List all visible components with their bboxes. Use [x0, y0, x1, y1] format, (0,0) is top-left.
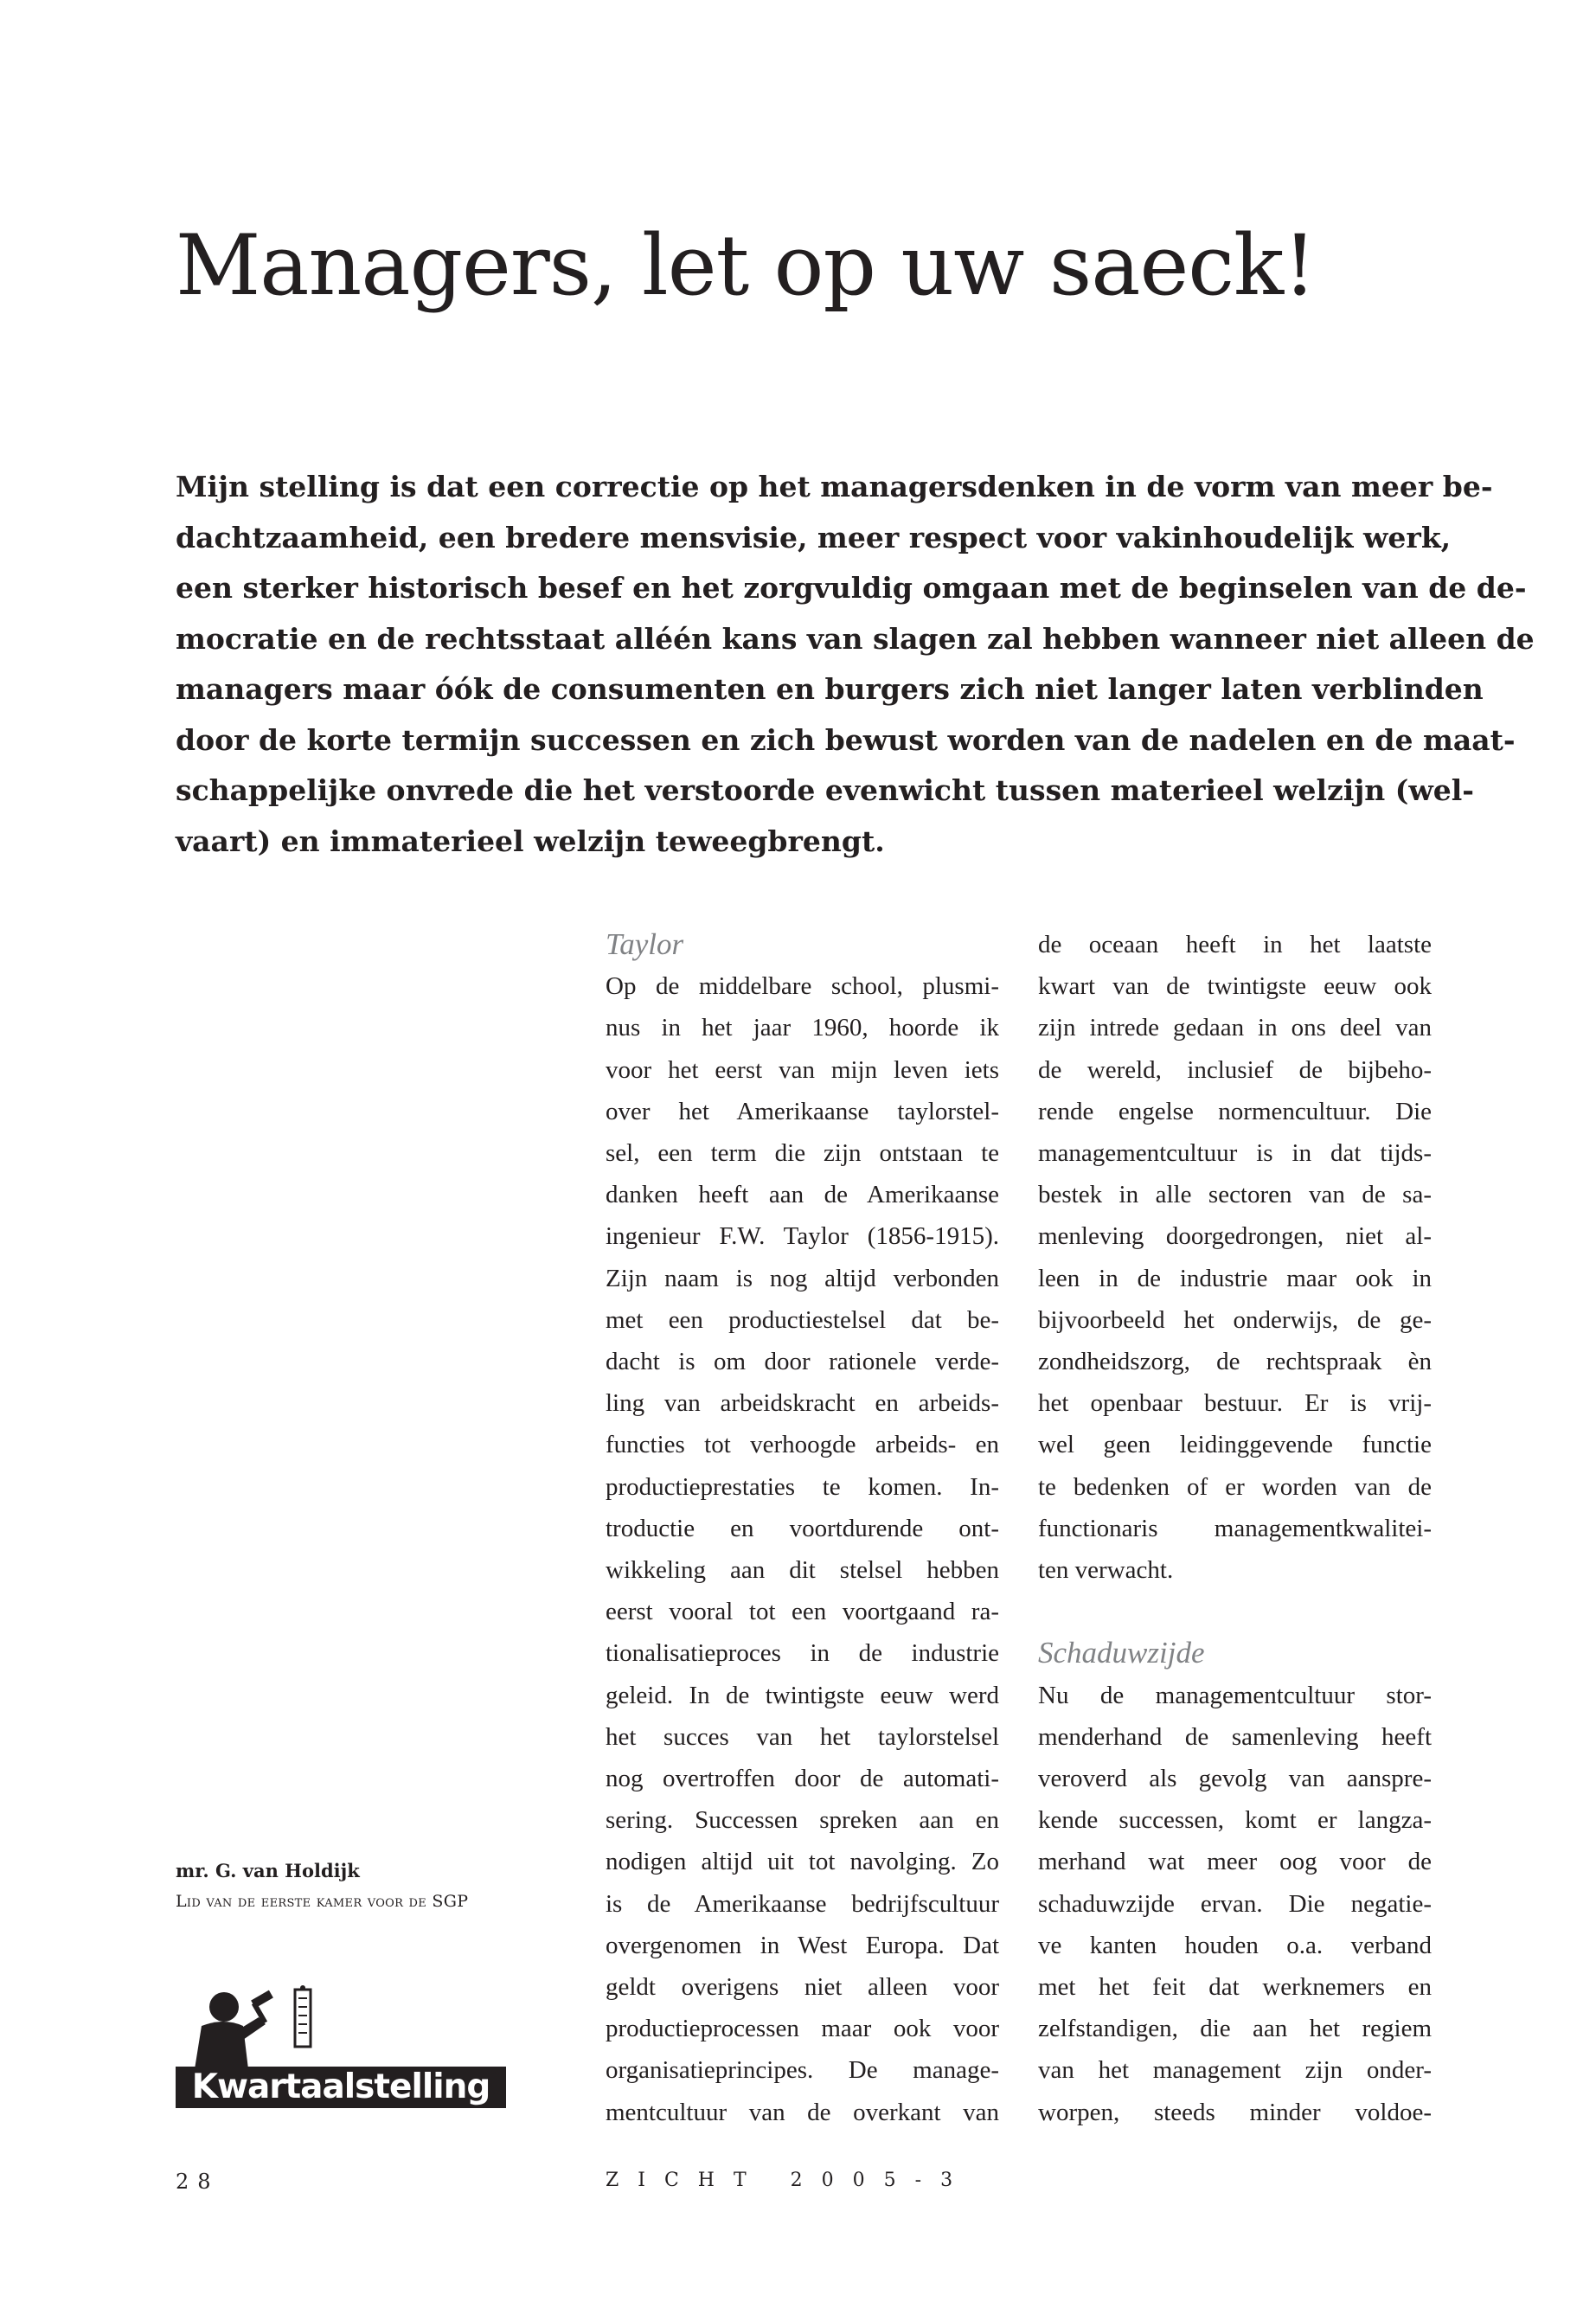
magazine-issue: ZICHT 2005-3	[606, 2170, 972, 2191]
body-line: schaduwzijde ervan. Die negatie-	[1038, 1889, 1432, 1918]
body-line: te bedenken of er worden van de	[1038, 1472, 1432, 1501]
body-line: menderhand de samenleving heeft	[1038, 1722, 1432, 1751]
body-line: is de Amerikaanse bedrijfscultuur	[606, 1889, 999, 1918]
body-line: het openbaar bestuur. Er is vrij-	[1038, 1389, 1432, 1418]
body-line: productieprestaties te komen. In-	[606, 1472, 999, 1501]
body-line: ve kanten houden o.a. verband	[1038, 1931, 1432, 1959]
body-line: nus in het jaar 1960, hoorde ik	[606, 1014, 999, 1042]
body-line: ling van arbeidskracht en arbeids-	[606, 1389, 999, 1418]
body-line: eerst vooral tot een voortgaand ra-	[606, 1598, 999, 1626]
body-line: ingenieur F.W. Taylor (1856-1915).	[606, 1222, 999, 1251]
lead-line: mocratie en de rechtsstaat alléén kans van slagen zal hebben wanneer niet alleen de	[176, 621, 1535, 656]
lead-line: managers maar óók de consumenten en burgers zich niet langer laten verblinden	[176, 672, 1484, 706]
body-line: managementcultuur is in dat tijds-	[1038, 1139, 1432, 1168]
body-line: Op de middelbare school, plusmi-	[606, 972, 999, 1001]
body-line: het succes van het taylorstelsel	[606, 1722, 999, 1751]
body-line: met een productiestelsel dat be-	[606, 1305, 999, 1334]
section-heading-taylor: Taylor	[606, 927, 684, 961]
body-line: wikkeling aan dit stelsel hebben	[606, 1556, 999, 1585]
body-line: organisatieprincipes. De manage-	[606, 2056, 999, 2085]
body-line: bijvoorbeeld het onderwijs, de ge-	[1038, 1305, 1432, 1334]
body-line: worpen, steeds minder voldoe-	[1038, 2098, 1432, 2126]
body-line: productieprocessen maar ook voor	[606, 2015, 999, 2043]
body-line: de oceaan heeft in het laatste	[1038, 931, 1432, 958]
body-line: voor het eerst van mijn leven iets	[606, 1055, 999, 1084]
body-line: Zijn naam is nog altijd verbonden	[606, 1264, 999, 1292]
body-line: nodigen altijd uit tot navolging. Zo	[606, 1848, 999, 1876]
body-line: rende engelse normencultuur. Die	[1038, 1097, 1432, 1125]
body-line: wel geen leidinggevende functie	[1038, 1431, 1432, 1459]
lead-line: schappelijke onvrede die het verstoorde evenwicht tussen materieel welzijn (wel-	[176, 773, 1474, 807]
body-line: veroverd als gevolg van aanspre-	[1038, 1765, 1432, 1793]
body-line: nog overtroffen door de automati-	[606, 1765, 999, 1793]
body-line: overgenomen in West Europa. Dat	[606, 1931, 999, 1959]
worker-with-hammer-icon	[176, 1983, 506, 2069]
body-line: geleid. In de twintigste eeuw werd	[606, 1681, 999, 1709]
section-heading-schaduwzijde: Schaduwzijde	[1038, 1636, 1205, 1670]
body-line: troductie en voortdurende ont-	[606, 1514, 999, 1542]
author-role: Lid van de eerste kamer voor de SGP	[176, 1892, 469, 1911]
body-line: Nu de managementcultuur stor-	[1038, 1681, 1432, 1709]
body-line: functies tot verhoogde arbeids- en	[606, 1431, 999, 1459]
lead-line: een sterker historisch besef en het zorgvuldig omgaan met de beginselen van de de-	[176, 571, 1527, 605]
body-line: sel, een term die zijn ontstaan te	[606, 1139, 999, 1168]
body-line: met het feit dat werknemers en	[1038, 1973, 1432, 2002]
body-line: zijn intrede gedaan in ons deel van	[1038, 1014, 1432, 1042]
column-taylor	[606, 924, 999, 2133]
body-line: mentcultuur van de overkant van	[606, 2098, 999, 2126]
body-line: kwart van de twintigste eeuw ook	[1038, 972, 1432, 1001]
body-line: merhand wat meer oog voor de	[1038, 1848, 1432, 1876]
body-line: dacht is om door rationele verde-	[606, 1348, 999, 1376]
lead-line: Mijn stelling is dat een correctie op het managersdenken in de vorm van meer be-	[176, 470, 1493, 503]
body-line: danken heeft aan de Amerikaanse	[606, 1181, 999, 1209]
logo-label: Kwartaalstelling	[176, 2067, 506, 2108]
body-line: over het Amerikaanse taylorstel-	[606, 1097, 999, 1125]
body-line: geldt overigens niet alleen voor	[606, 1973, 999, 2002]
lead-line: vaart) en immaterieel welzijn teweegbrengt.	[176, 824, 885, 858]
body-line: menleving doorgedrongen, niet al-	[1038, 1222, 1432, 1251]
column-continued	[1038, 924, 1432, 2133]
paragraph-gap	[1038, 1591, 1432, 1632]
body-line: zelfstandigen, die aan het regiem	[1038, 2015, 1432, 2043]
article-lead	[176, 462, 1535, 867]
lead-line: door de korte termijn successen en zich bewust worden van de nadelen en de maat-	[176, 722, 1516, 757]
body-line: leen in de industrie maar ook in	[1038, 1264, 1432, 1292]
body-line: ten verwacht.	[1038, 1556, 1174, 1585]
author-name: mr. G. van Holdijk	[176, 1860, 360, 1881]
body-line: functionaris managementkwalitei-	[1038, 1514, 1432, 1542]
body-line: de wereld, inclusief de bijbeho-	[1038, 1055, 1432, 1084]
lead-line: dachtzaamheid, een bredere mensvisie, meer respect voor vakinhoudelijk werk,	[176, 520, 1452, 554]
kwartaalstelling-logo	[176, 1983, 506, 2108]
body-line: van het management zijn onder-	[1038, 2056, 1432, 2085]
article-title: Managers, let op uw saeck!	[176, 217, 1316, 314]
body-line: zondheidszorg, de rechtspraak èn	[1038, 1348, 1432, 1376]
body-line: bestek in alle sectoren van de sa-	[1038, 1181, 1432, 1209]
page-number: 28	[176, 2170, 220, 2194]
body-line: kende successen, komt er langza-	[1038, 1806, 1432, 1835]
body-line: tionalisatieproces in de industrie	[606, 1639, 999, 1668]
body-line: sering. Successen spreken aan en	[606, 1806, 999, 1835]
